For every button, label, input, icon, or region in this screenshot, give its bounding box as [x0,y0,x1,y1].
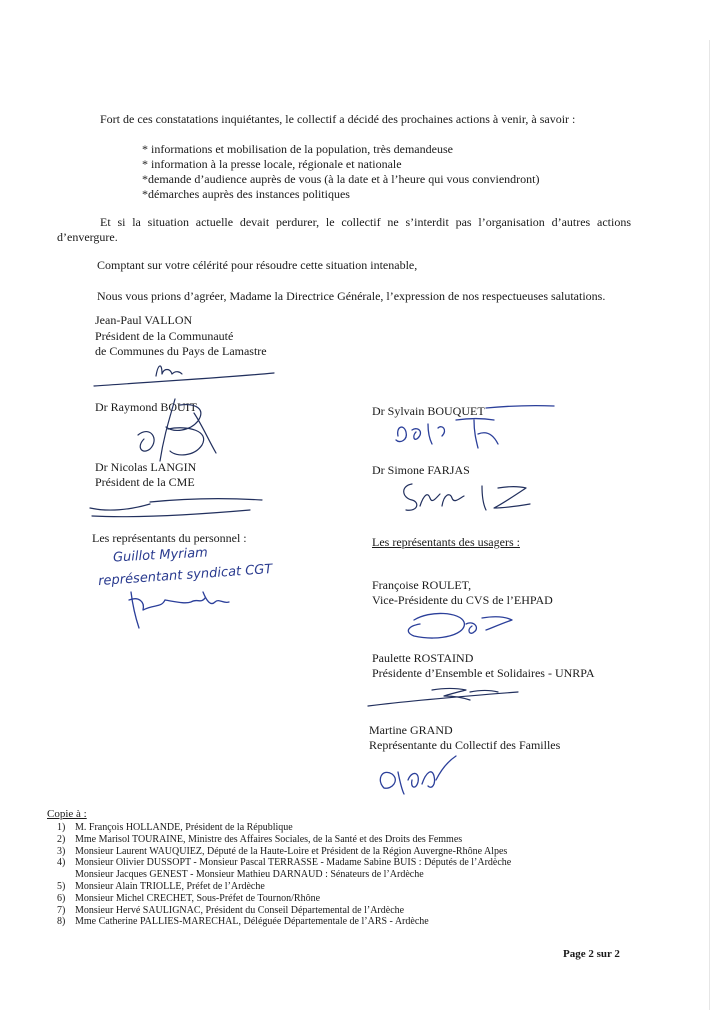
signatory-name-bouit: Dr Raymond BOUIT [95,400,197,414]
signatory-name-rostaind: Paulette ROSTAIND [372,651,474,665]
signatory-title-vallon: de Communes du Pays de Lamastre [95,344,267,358]
paragraph-envergure: Et si la situation actuelle devait perdurer, le collectif ne s’interdit pas l’organisation d’autres actions d’envergure. [57,215,631,244]
list-item-text: Monsieur Jacques GENEST - Monsieur Mathieu DARNAUD : Sénateurs de l’Ardèche [75,869,424,881]
list-item-number: 3) [57,845,66,857]
action-item: *demande d’audience auprès de vous (à la date et à l’heure qui vous conviendront) [142,172,540,186]
signatory-name-roulet: Françoise ROULET, [372,578,472,592]
signatory-name-bouquet: Dr Sylvain BOUQUET [372,404,485,418]
signature-bouquet [378,400,558,452]
list-item-text: Monsieur Olivier DUSSOPT - Monsieur Pascal TERRASSE - Madame Sabine BUIS : Députés de l’Ardèche [75,857,512,869]
list-item [47,822,687,834]
list-item-text: Monsieur Alain TRIOLLE, Préfet de l’Ardèche [75,880,265,892]
copies-heading: Copie à : [47,808,87,820]
signatory-name-farjas: Dr Simone FARJAS [372,463,470,477]
list-item-text: Monsieur Hervé SAULIGNAC, Président du Conseil Départemental de l’Ardèche [75,904,405,916]
list-item [47,916,687,928]
signature-grand [374,750,464,800]
handwritten-personnel-role: représentant syndicat CGT [97,561,273,590]
list-item [47,893,687,905]
closing-salutation: Nous vous prions d’agréer, Madame la Directrice Générale, l’expression de nos respectueuses salutations. [97,289,606,303]
signature-farjas [398,476,538,516]
signature-personnel [125,582,235,632]
intro-paragraph: Fort de ces constatations inquiétantes, le collectif a décidé des prochaines actions à venir, à savoir : [100,112,576,126]
list-item [47,881,687,893]
signatory-name-vallon: Jean-Paul VALLON [95,313,193,327]
page-number: Page 2 sur 2 [563,948,620,960]
list-item-number: 6) [57,892,66,904]
signature-vallon [90,358,280,390]
heading-personnel: Les représentants du personnel : [92,531,247,545]
list-item [47,846,687,858]
copies-list [47,822,687,928]
signature-roulet [400,606,530,646]
heading-usagers: Les représentants des usagers : [372,535,520,549]
signatory-title-vallon: Président de la Communauté [95,329,234,343]
list-item [47,857,687,869]
handwritten-personnel-name: Guillot Myriam [112,545,209,566]
list-item-number: 4) [57,857,66,869]
signature-rostaind [366,678,526,712]
list-item-number: 8) [57,916,66,928]
signatory-title-roulet: Vice-Présidente du CVS de l’EHPAD [372,593,553,607]
list-item-text: M. François HOLLANDE, Président de la République [75,822,293,833]
list-item-text: Mme Catherine PALLIES-MARECHAL, Déléguée Départementale de l’ARS - Ardèche [75,916,429,928]
signature-bouit [130,395,230,467]
action-item: * informations et mobilisation de la population, très demandeuse [142,142,453,156]
signatory-title-grand: Représentante du Collectif des Familles [369,738,561,752]
scan-edge-line [709,40,710,1010]
list-item-number: 7) [57,904,66,916]
list-item-text: Monsieur Laurent WAUQUIEZ, Député de la Haute-Loire et Président de la Région Auvergne-Rhône Alpes [75,845,508,857]
action-item: *démarches auprès des instances politiques [142,187,350,201]
signature-langin [90,488,270,524]
signatory-name-langin: Dr Nicolas LANGIN [95,460,197,474]
signatory-name-grand: Martine GRAND [369,723,453,737]
list-item-number: 1) [57,822,66,833]
signatory-title-rostaind: Présidente d’Ensemble et Solidaires - UNRPA [372,666,595,680]
list-item [47,869,687,881]
list-item-text: Mme Marisol TOURAINE, Ministre des Affaires Sociales, de la Santé et des Droits des Femmes [75,833,463,845]
list-item-number: 5) [57,880,66,892]
paragraph-celerite: Comptant sur votre célérité pour résoudre cette situation intenable, [97,258,418,272]
list-item-text: Monsieur Michel CRECHET, Sous-Préfet de Tournon/Rhône [75,892,321,904]
list-item-number: 2) [57,833,66,845]
signatory-title-langin: Président de la CME [95,475,195,489]
action-item: * information à la presse locale, régionale et nationale [142,157,402,171]
list-item [47,905,687,917]
list-item [47,834,687,846]
